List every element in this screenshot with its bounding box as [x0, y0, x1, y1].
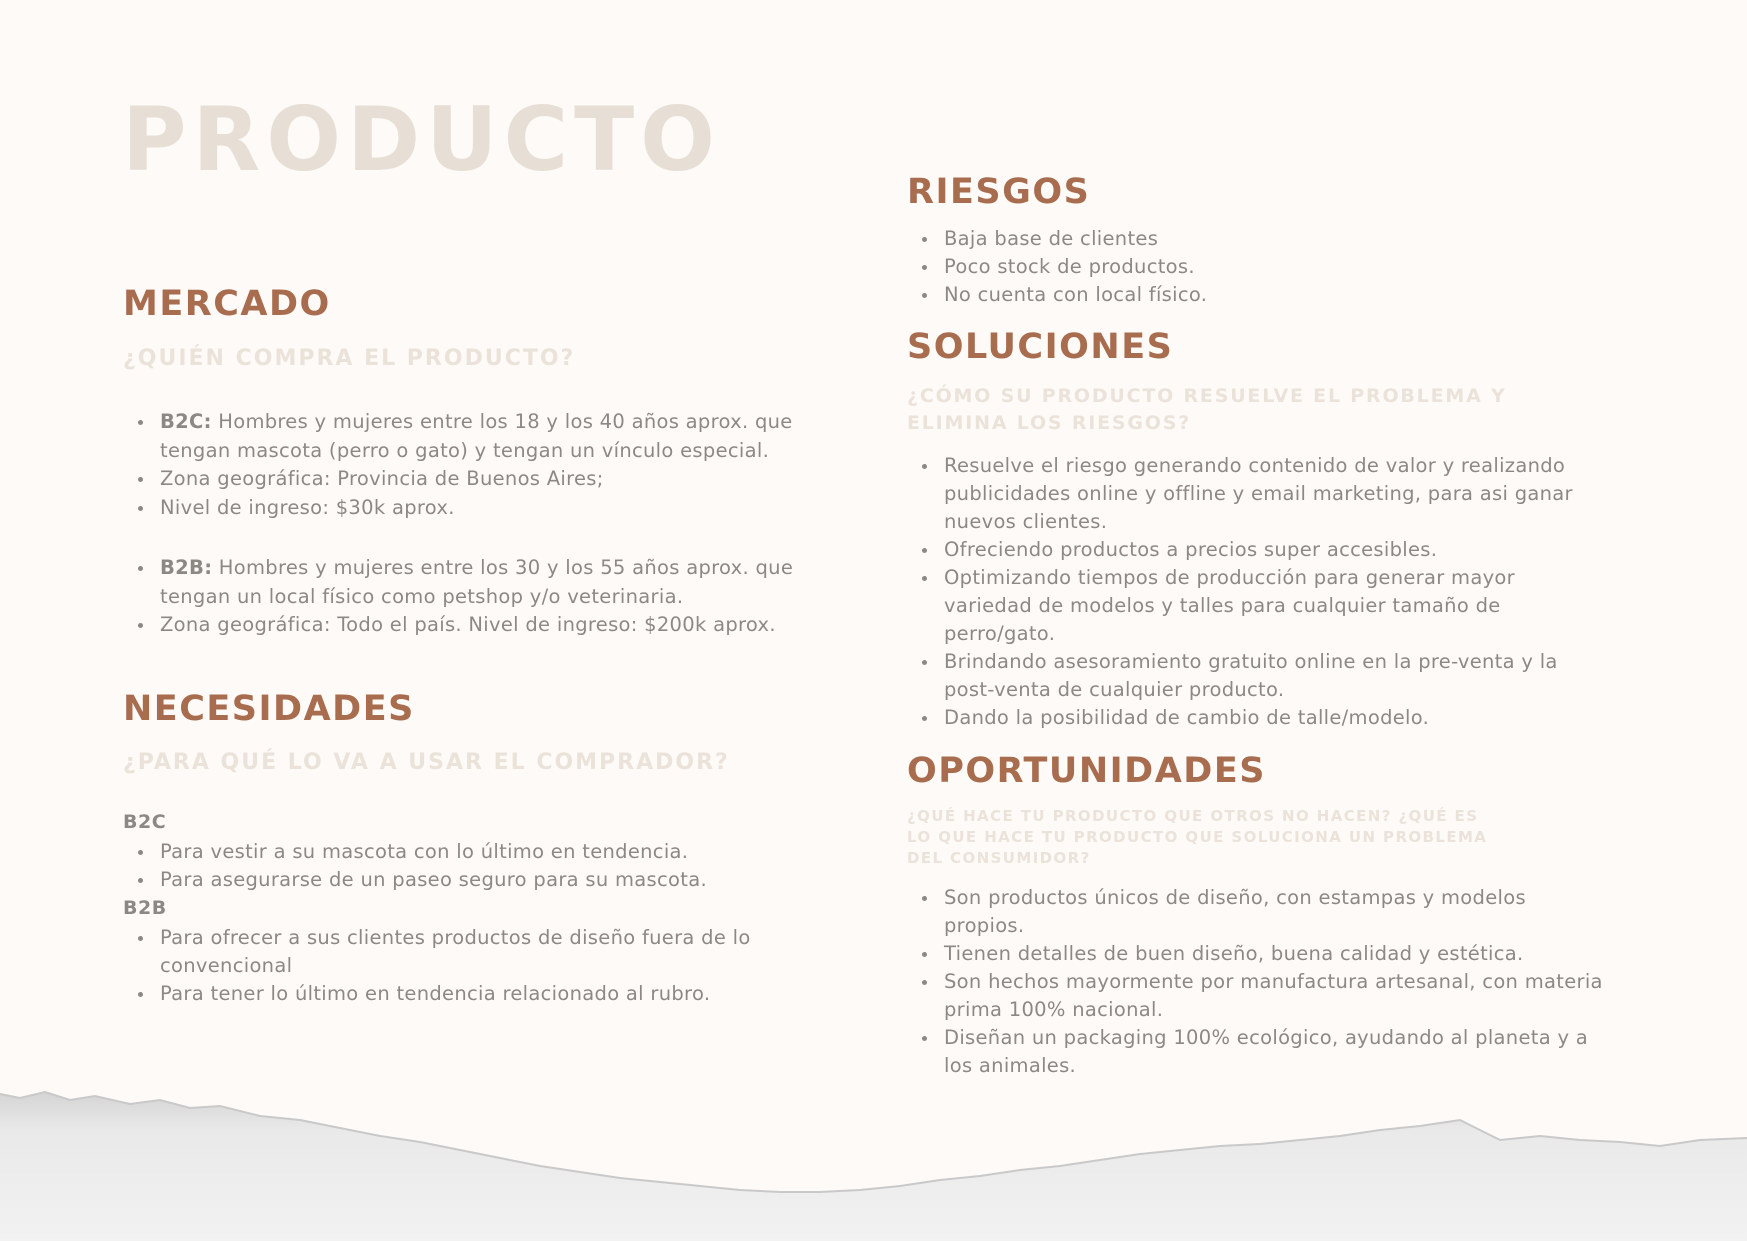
necesidades-b2b-list — [123, 924, 840, 1008]
list-item-text: Zona geográfica: Provincia de Buenos Aires; — [160, 467, 604, 490]
list-item: Optimizando tiempos de producción para generar mayor variedad de modelos y talles para cualquier tamaño de perro/gato. — [944, 564, 1594, 648]
list-item-text: Hombres y mujeres entre los 18 y los 40 años aprox. que tengan mascota (perro o gato) y tengan un vínculo especial. — [160, 410, 793, 462]
list-item-text: Nivel de ingreso: $30k aprox. — [160, 495, 455, 519]
list-item: Diseñan un packaging 100% ecológico, ayudando al planeta y a los animales. — [944, 1024, 1604, 1080]
list-item: Resuelve el riesgo generando contenido de valor y realizando publicidades online y offline y email marketing, para asi ganar nuevos clientes. — [944, 452, 1594, 536]
necesidades-heading: NECESIDADES — [123, 689, 415, 729]
list-item — [160, 465, 860, 494]
riesgos-list — [907, 225, 1584, 309]
list-item: Para vestir a su mascota con lo último en tendencia. — [160, 838, 860, 866]
riesgos-heading: RIESGOS — [907, 172, 1091, 212]
list-item: Dando la posibilidad de cambio de talle/modelo. — [944, 704, 1594, 732]
list-item: Son hechos mayormente por manufactura artesanal, con materia prima 100% nacional. — [944, 968, 1604, 1024]
b2b-lead: B2B: — [160, 556, 213, 579]
necesidades-b2b-label: B2B — [123, 897, 167, 919]
oportunidades-list — [907, 884, 1604, 1080]
soluciones-heading: SOLUCIONES — [907, 327, 1174, 367]
list-item: Ofreciendo productos a precios super accesibles. — [944, 536, 1594, 564]
necesidades-b2c-label: B2C — [123, 811, 167, 833]
list-item: Baja base de clientes — [944, 225, 1584, 253]
mercado-b2c-list — [123, 408, 860, 522]
list-item — [160, 554, 860, 611]
mercado-b2b-list — [123, 554, 860, 640]
oportunidades-question: ¿QUÉ HACE TU PRODUCTO QUE OTROS NO HACEN? ¿QUÉ ES LO QUE HACE TU PRODUCTO QUE SOLUCIONA UN PROBLEMA DEL CONSUMIDOR? — [907, 807, 1488, 867]
list-item: Brindando asesoramiento gratuito online en la pre-venta y la post-venta de cualquier producto. — [944, 648, 1594, 704]
oportunidades-heading: OPORTUNIDADES — [907, 751, 1266, 791]
list-item-text: Zona geográfica: Todo el país. Nivel de ingreso: $200k aprox. — [160, 613, 776, 636]
list-item: Tienen detalles de buen diseño, buena calidad y estética. — [944, 940, 1604, 968]
b2c-lead: B2C: — [160, 410, 212, 433]
necesidades-b2c-list — [123, 838, 860, 894]
list-item — [160, 408, 860, 465]
soluciones-question: ¿CÓMO SU PRODUCTO RESUELVE EL PROBLEMA Y ELIMINA LOS RIESGOS? — [907, 385, 1507, 434]
mercado-question: ¿QUIÉN COMPRA EL PRODUCTO? — [123, 346, 576, 371]
list-item — [160, 611, 860, 640]
list-item — [160, 494, 860, 523]
necesidades-question: ¿PARA QUÉ LO VA A USAR EL COMPRADOR? — [123, 750, 730, 775]
list-item: Para ofrecer a sus clientes productos de diseño fuera de lo convencional — [160, 924, 840, 980]
list-item: No cuenta con local físico. — [944, 281, 1584, 309]
mercado-heading: MERCADO — [123, 284, 331, 324]
page-title: PRODUCTO — [122, 88, 721, 191]
list-item-text: Hombres y mujeres entre los 30 y los 55 años aprox. que tengan un local físico como petshop y/o veterinaria. — [160, 556, 794, 608]
list-item: Son productos únicos de diseño, con estampas y modelos propios. — [944, 884, 1604, 940]
list-item: Poco stock de productos. — [944, 253, 1584, 281]
list-item: Para tener lo último en tendencia relacionado al rubro. — [160, 980, 840, 1008]
soluciones-list — [907, 452, 1594, 732]
list-item: Para asegurarse de un paseo seguro para su mascota. — [160, 866, 860, 894]
